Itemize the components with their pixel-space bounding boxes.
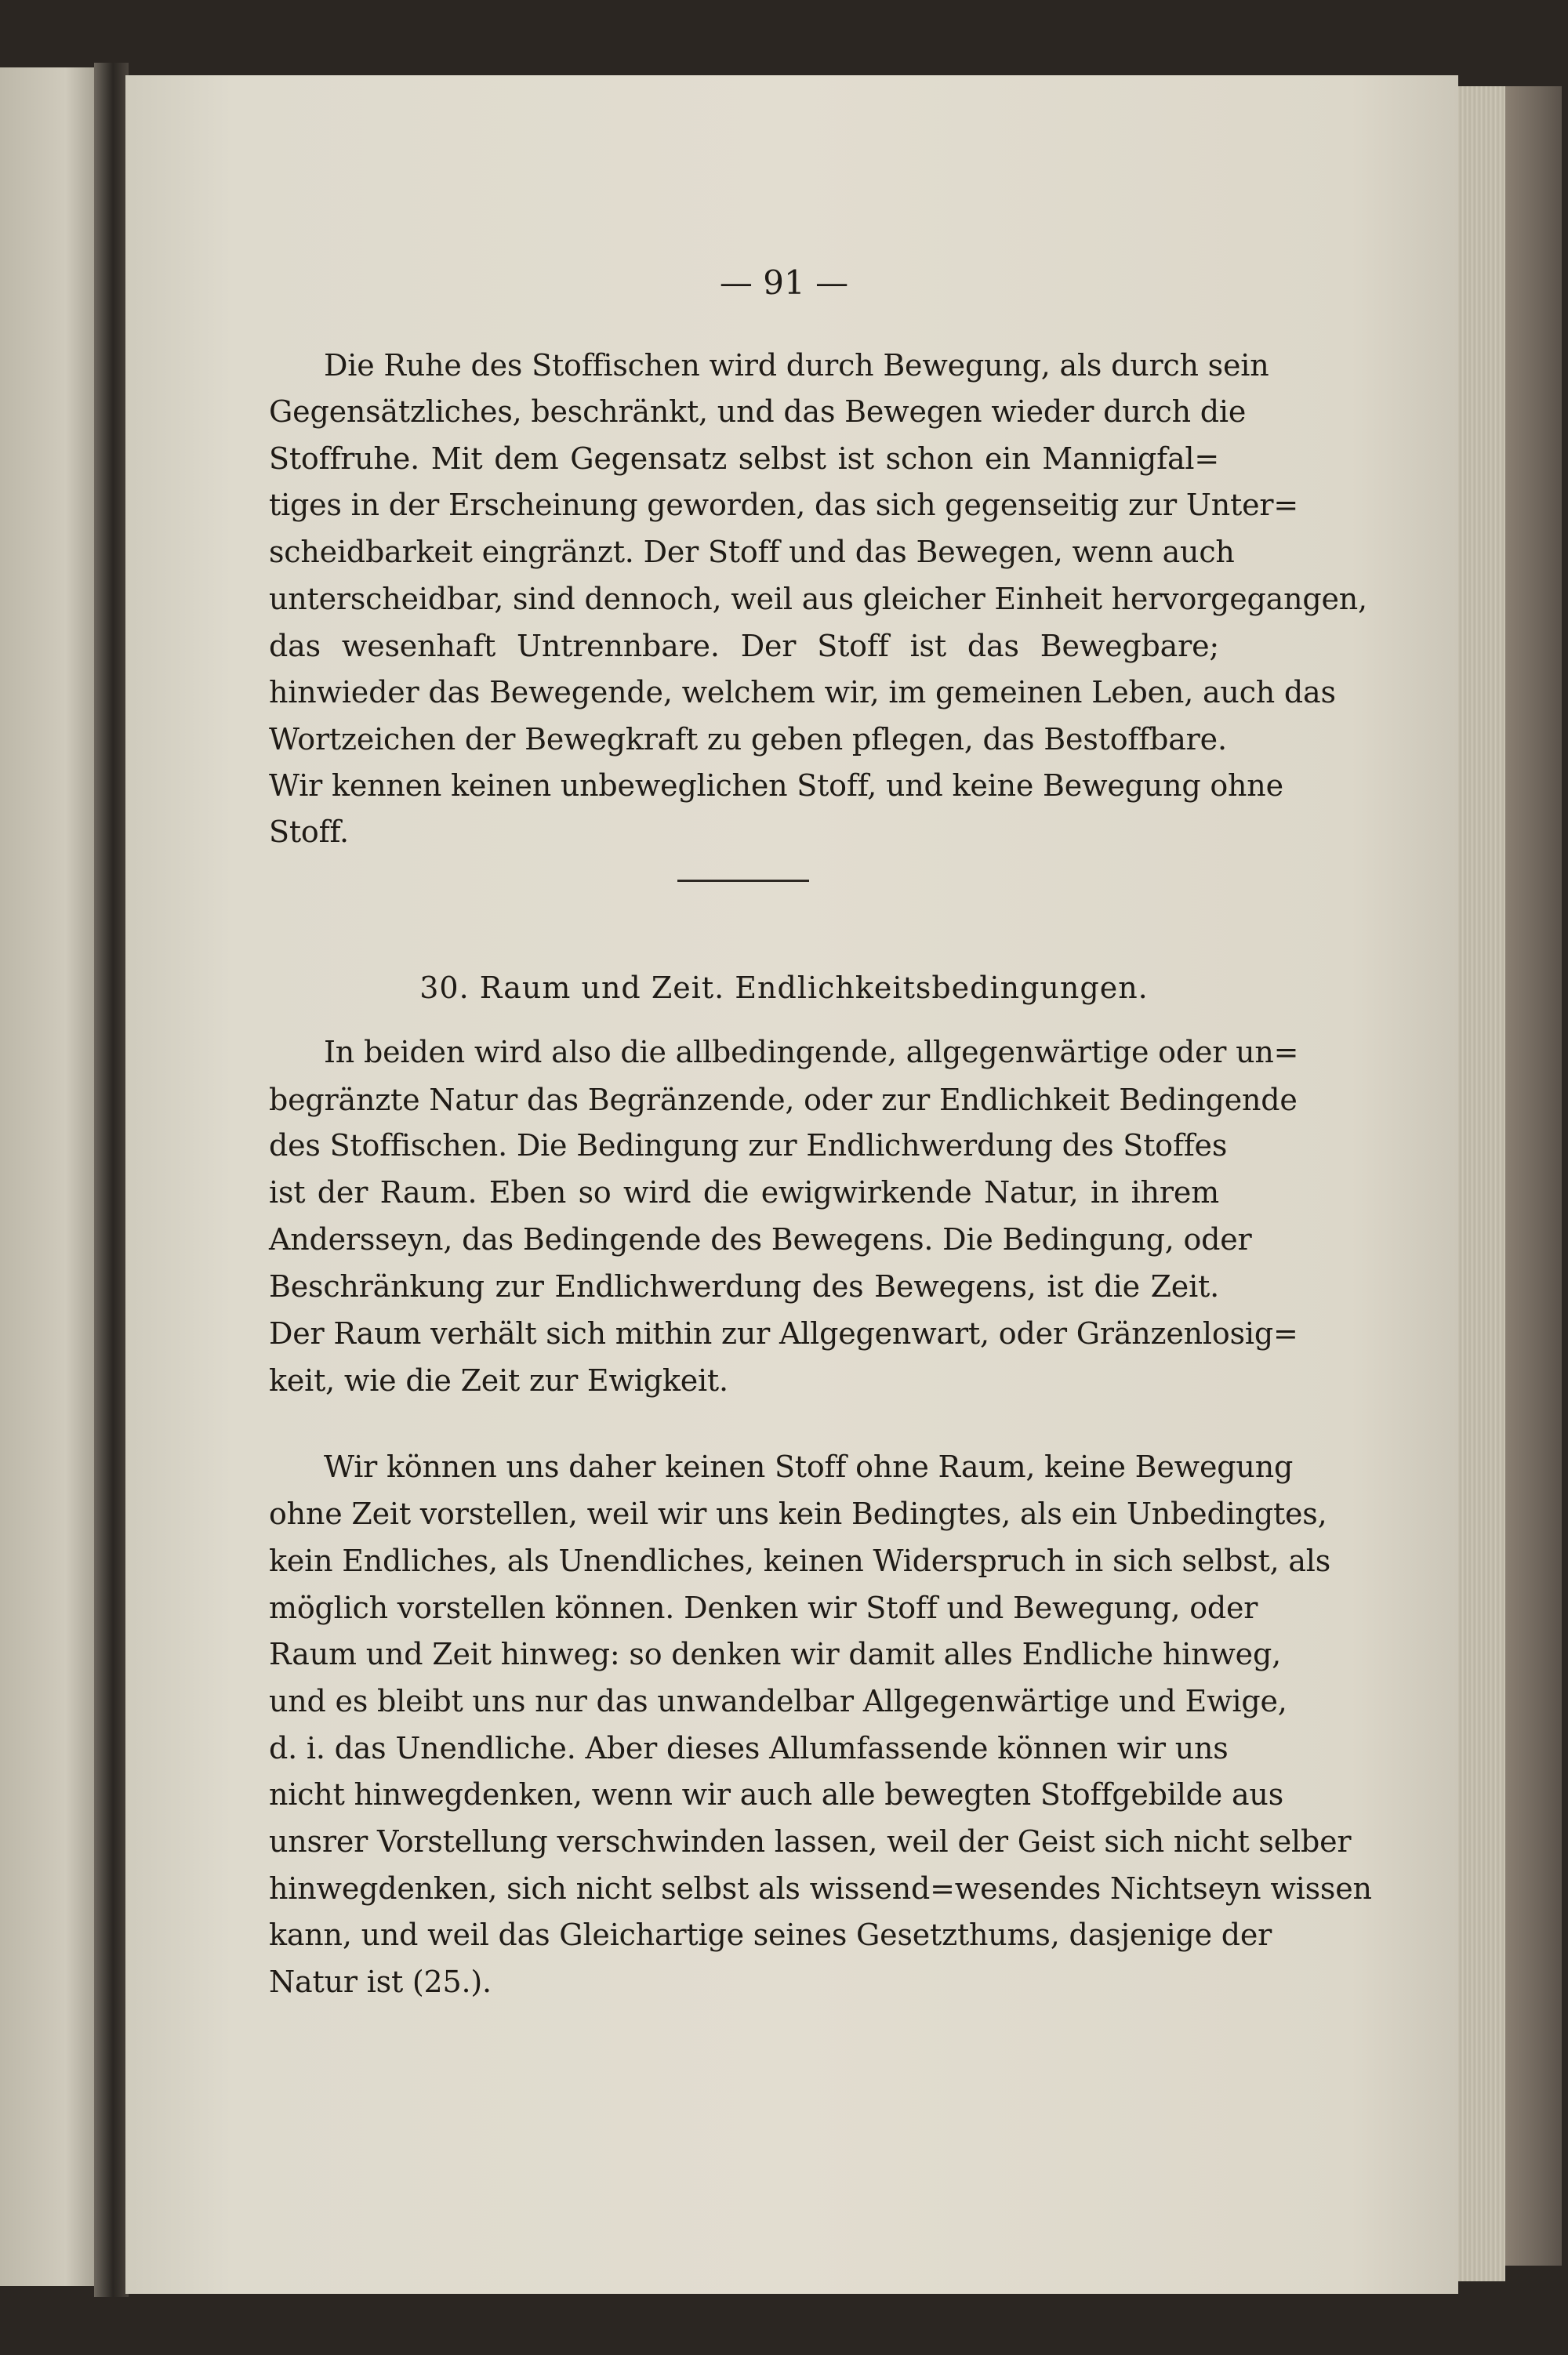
paragraph-1-line-7: das wesenhaft Untrennbare. Der Stoff ist das Bewegbare; (269, 629, 1219, 663)
paragraph-2-line-5: Andersseyn, das Bedingende des Bewegens. Die Bedingung, oder (269, 1222, 1252, 1257)
paragraph-3-line-4: möglich vorstellen können. Denken wir Stoff und Bewegung, oder (269, 1591, 1258, 1625)
paragraph-1-line-10: Wir kennen keinen unbeweglichen Stoff, und keine Bewegung ohne (269, 768, 1283, 803)
page-edges (1458, 86, 1505, 2281)
left-page-edge (0, 67, 94, 2286)
section-divider (677, 880, 809, 882)
book-gutter (94, 63, 129, 2297)
paragraph-2-line-1: In beiden wird also die allbedingende, allgegenwärtige oder un= (324, 1035, 1299, 1069)
paragraph-2-line-7: Der Raum verhält sich mithin zur Allgegenwart, oder Gränzenlosig= (269, 1316, 1298, 1351)
paragraph-3-line-5: Raum und Zeit hinweg: so denken wir damit alles Endliche hinweg, (269, 1637, 1281, 1671)
paragraph-1-line-6: unterscheidbar, sind dennoch, weil aus gleicher Einheit hervorgegangen, (269, 582, 1367, 616)
paragraph-2-line-3: des Stoffischen. Die Bedingung zur Endlichwerdung des Stoffes (269, 1128, 1228, 1163)
paragraph-2-line-6: Beschränkung zur Endlichwerdung des Bewegens, ist die Zeit. (269, 1269, 1219, 1304)
book-cover-edge (1505, 86, 1562, 2266)
paragraph-3-line-1: Wir können uns daher keinen Stoff ohne Raum, keine Bewegung (324, 1450, 1294, 1484)
paragraph-2-line-4: ist der Raum. Eben so wird die ewigwirkende Natur, in ihrem (269, 1175, 1219, 1210)
paragraph-1-line-1: Die Ruhe des Stoffischen wird durch Bewegung, als durch sein (324, 348, 1269, 383)
paragraph-3-line-8: nicht hinwegdenken, wenn wir auch alle bewegten Stoffgebilde aus (269, 1777, 1284, 1812)
paragraph-3-line-11: kann, und weil das Gleichartige seines Gesetzthums, dasjenige der (269, 1918, 1272, 1952)
paragraph-1-line-3: Stoffruhe. Mit dem Gegensatz selbst ist schon ein Mannigfal= (269, 441, 1219, 476)
paragraph-1-line-5: scheidbarkeit eingränzt. Der Stoff und das Bewegen, wenn auch (269, 535, 1235, 569)
paragraph-1-line-11: Stoff. (269, 815, 349, 849)
page-number: — 91 — (719, 263, 849, 302)
paragraph-3-line-2: ohne Zeit vorstellen, weil wir uns kein Bedingtes, als ein Unbedingtes, (269, 1497, 1327, 1531)
paragraph-3-line-3: kein Endliches, als Unendliches, keinen Widerspruch in sich selbst, als (269, 1544, 1331, 1578)
paragraph-1-line-2: Gegensätzliches, beschränkt, und das Bewegen wieder durch die (269, 394, 1247, 429)
paragraph-1-line-8: hinwieder das Bewegende, welchem wir, im gemeinen Leben, auch das (269, 675, 1336, 709)
paragraph-1-line-4: tiges in der Erscheinung geworden, das sich gegenseitig zur Unter= (269, 488, 1298, 522)
paragraph-1-line-9: Wortzeichen der Bewegkraft zu geben pflegen, das Bestoffbare. (269, 722, 1227, 757)
section-heading: 30. Raum und Zeit. Endlichkeitsbedingungen. (419, 971, 1149, 1005)
paragraph-3-line-12: Natur ist (25.). (269, 1965, 492, 1999)
paragraph-3-line-10: hinwegdenken, sich nicht selbst als wissend=wesendes Nichtseyn wissen (269, 1871, 1372, 1906)
paragraph-3-line-9: unsrer Vorstellung verschwinden lassen, weil der Geist sich nicht selber (269, 1824, 1352, 1859)
paragraph-3-line-6: und es bleibt uns nur das unwandelbar Allgegenwärtige und Ewige, (269, 1684, 1287, 1718)
paragraph-2-line-2: begränzte Natur das Begränzende, oder zur Endlichkeit Bedingende (269, 1083, 1298, 1117)
paragraph-2-line-8: keit, wie die Zeit zur Ewigkeit. (269, 1363, 728, 1398)
paragraph-3-line-7: d. i. das Unendliche. Aber dieses Allumfassende können wir uns (269, 1731, 1229, 1765)
